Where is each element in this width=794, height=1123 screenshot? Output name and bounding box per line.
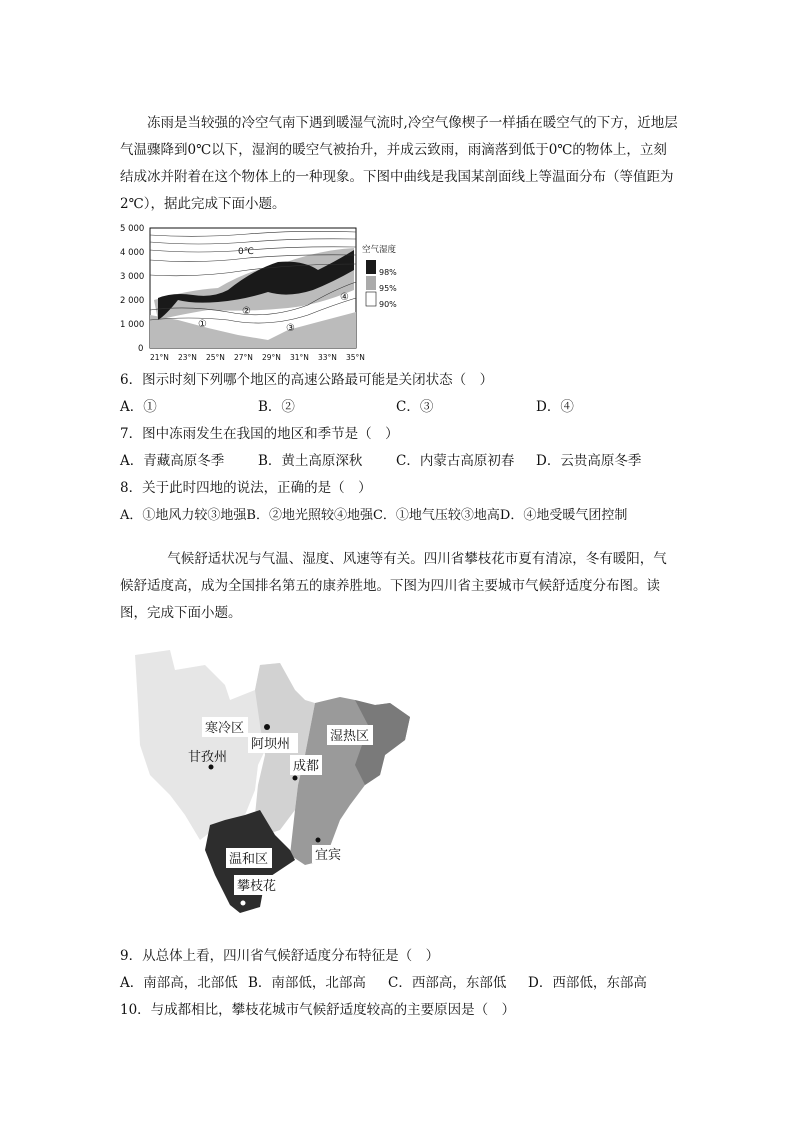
y-tick-label: 1 000	[120, 320, 145, 330]
y-tick-label: 2 000	[120, 296, 145, 306]
isotherm-zero-label: 0℃	[238, 247, 254, 257]
region-label-humid-hot: 湿热区	[330, 729, 370, 744]
city-dot-panzhihua	[241, 901, 246, 906]
option-a[interactable]: A．青藏高原冬季	[120, 453, 225, 469]
point-3-label: ③	[286, 323, 295, 334]
option-d[interactable]: D．西部低，东部高	[528, 975, 647, 991]
question-10-stem: 10．与成都相比，攀枝花城市气候舒适度较高的主要原因是（ ）	[120, 1002, 516, 1018]
option-c[interactable]: C．内蒙古高原初春	[396, 453, 515, 469]
x-tick-label: 23°N	[178, 353, 197, 362]
legend-label: 98%	[379, 268, 397, 277]
city-label-panzhihua: 攀枝花	[237, 879, 277, 894]
intro-paragraph-2: 气候舒适状况与气温、湿度、风速等有关。四川省攀枝花市夏有清凉，冬有暖阳，气候舒适度高，成为全国排名第五的康养胜地。下图为四川省主要城市气候舒适度分布图。读图，完成下面小题。	[120, 551, 667, 621]
x-tick-label: 27°N	[234, 353, 253, 362]
x-tick-label: 31°N	[290, 353, 309, 362]
legend-label: 95%	[379, 284, 397, 293]
city-label-aba: 阿坝州	[251, 737, 291, 752]
question-7-stem: 7．图中冻雨发生在我国的地区和季节是（ ）	[120, 426, 399, 442]
y-tick-label: 3 000	[120, 272, 145, 282]
option-a[interactable]: A．①地风力较③地强	[120, 508, 247, 523]
x-tick-label: 21°N	[150, 353, 169, 362]
x-tick-label: 25°N	[206, 353, 225, 362]
option-b[interactable]: B．黄土高原深秋	[258, 453, 363, 469]
question-6-stem: 6．图示时刻下列哪个地区的高速公路最可能是关闭状态（ ）	[120, 372, 494, 388]
point-1-label: ①	[198, 319, 207, 330]
region-label-cold: 寒冷区	[205, 721, 245, 736]
option-b[interactable]: B．南部低，北部高	[248, 975, 366, 991]
region-label-mild: 温和区	[229, 852, 269, 867]
y-tick-label: 4 000	[120, 248, 145, 258]
city-label-ganzi: 甘孜州	[188, 750, 228, 765]
question-9-options	[120, 973, 680, 993]
city-label-chengdu: 成都	[293, 759, 320, 774]
city-dot-yibin	[316, 838, 321, 843]
sichuan-comfort-map-figure	[130, 645, 420, 920]
legend-swatch-98	[366, 260, 376, 274]
legend-swatch-95	[366, 276, 376, 290]
isotherm-cross-section-figure	[118, 220, 398, 365]
point-4-label: ④	[340, 292, 349, 303]
city-dot-aba	[264, 724, 270, 730]
city-dot-chengdu	[293, 776, 298, 781]
point-2-label: ②	[242, 306, 251, 317]
question-7-options	[120, 451, 680, 471]
city-dot-ganzi	[209, 765, 214, 770]
option-d[interactable]: D．云贵高原冬季	[536, 453, 642, 469]
option-a[interactable]: A．①	[120, 399, 157, 415]
intro-paragraph-1: 冻雨是当较强的冷空气南下遇到暖湿气流时,冷空气像楔子一样插在暖空气的下方，近地层气温骤降到0℃以下，湿润的暖空气被抬升，并成云致雨，雨滴落到低于0℃的物体上，立刻结成冰并附着在这个物体上的一种现象。下图中曲线是我国某剖面线上等温面分布（等值距为2℃），据此完成下面小题。	[120, 115, 678, 212]
question-6-options	[120, 397, 680, 417]
y-tick-label: 5 000	[120, 224, 145, 234]
y-tick-label: 0	[138, 344, 144, 354]
question-8-stem: 8．关于此时四地的说法，正确的是（ ）	[120, 480, 372, 496]
legend-label: 90%	[379, 300, 397, 309]
x-tick-label: 29°N	[262, 353, 281, 362]
option-b[interactable]: B．②	[258, 399, 295, 415]
option-a[interactable]: A．南部高，北部低	[120, 975, 238, 991]
legend-swatch-90	[366, 292, 376, 306]
legend-title: 空气湿度	[362, 245, 397, 255]
question-8-options	[120, 506, 680, 526]
option-c[interactable]: C．西部高，东部低	[388, 975, 507, 991]
option-c[interactable]: C．①地气压较③地高	[372, 508, 500, 523]
city-label-yibin: 宜宾	[315, 848, 342, 863]
x-tick-label: 33°N	[318, 353, 337, 362]
x-tick-label: 35°N	[346, 353, 365, 362]
option-d[interactable]: D．④地受暖气团控制	[499, 508, 628, 523]
option-d[interactable]: D．④	[536, 399, 574, 415]
option-c[interactable]: C．③	[396, 399, 434, 415]
question-9-stem: 9．从总体上看，四川省气候舒适度分布特征是（ ）	[120, 948, 440, 964]
option-b[interactable]: B．②地光照较④地强	[246, 508, 373, 523]
